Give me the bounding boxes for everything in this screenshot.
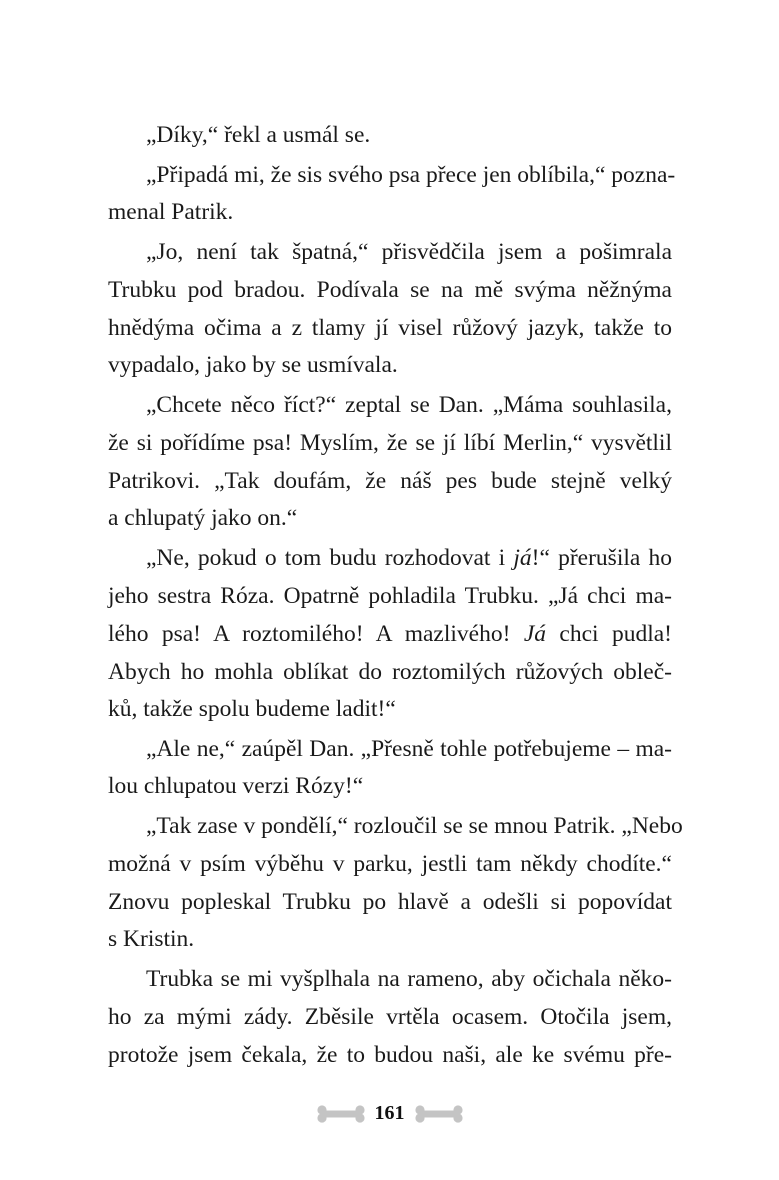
text-line: „Jo, není tak špatná,“ přisvědčila jsem a pošimrala [146, 239, 672, 265]
text-line: Patrikovi. „Tak doufám, že náš pes bude stejně velký [108, 468, 672, 494]
text-line: lou chlupatou verzi Rózy!“ [108, 773, 364, 799]
text-line: Abych ho mohla oblíkat do roztomilých růžových obleč- [108, 659, 672, 685]
text-line: „Tak zase v pondělí,“ rozloučil se se mnou Patrik. „Nebo [146, 813, 683, 839]
text-line: jeho sestra Róza. Opatrně pohladila Trubku. „Já chci ma- [108, 583, 672, 609]
text-line: možná v psím výběhu v parku, jestli tam někdy chodíte.“ [108, 851, 672, 877]
page-footer [0, 1102, 779, 1125]
text-line: Znovu popleskal Trubku po hlavě a odešli si popovídat [108, 889, 672, 915]
text-line: a chlupatý jako on.“ [108, 505, 298, 531]
text-line: lého psa! A roztomilého! A mazlivého! Já chci pudla! [108, 621, 672, 647]
text-line: „Připadá mi, že sis svého psa přece jen oblíbila,“ pozna- [146, 162, 676, 188]
text-line: Trubka se mi vyšplhala na rameno, aby očichala něko- [146, 966, 672, 992]
text-line: hnědýma očima a z tlamy jí visel růžový jazyk, takže to [108, 315, 672, 341]
page-number: 161 [374, 1102, 405, 1124]
text-line: ho za mými zády. Zběsile vrtěla ocasem. Otočila jsem, [108, 1004, 672, 1030]
text-line: Trubku pod bradou. Podívala se na mě svýma něžnýma [108, 277, 672, 303]
text-line: „Ne, pokud o tom budu rozhodovat i já!“ přerušila ho [146, 545, 672, 571]
text-line: ků, takže spolu budeme ladit!“ [108, 696, 396, 722]
text-line: s Kristin. [108, 926, 195, 952]
text-line: „Díky,“ řekl a usmál se. [146, 122, 371, 148]
text-line: že si pořídíme psa! Myslím, že se jí líbí Merlin,“ vysvětlil [108, 430, 672, 456]
dog-bone-icon [317, 1105, 365, 1123]
text-line: menal Patrik. [108, 199, 234, 225]
dog-bone-icon [415, 1105, 463, 1123]
text-line: „Chcete něco říct?“ zeptal se Dan. „Máma souhlasila, [146, 392, 672, 418]
text-line: „Ale ne,“ zaúpěl Dan. „Přesně tohle potřebujeme – ma- [146, 736, 672, 762]
text-line: vypadalo, jako by se usmívala. [108, 352, 398, 378]
text-line: protože jsem čekala, že to budou naši, ale ke svému pře- [108, 1042, 672, 1068]
